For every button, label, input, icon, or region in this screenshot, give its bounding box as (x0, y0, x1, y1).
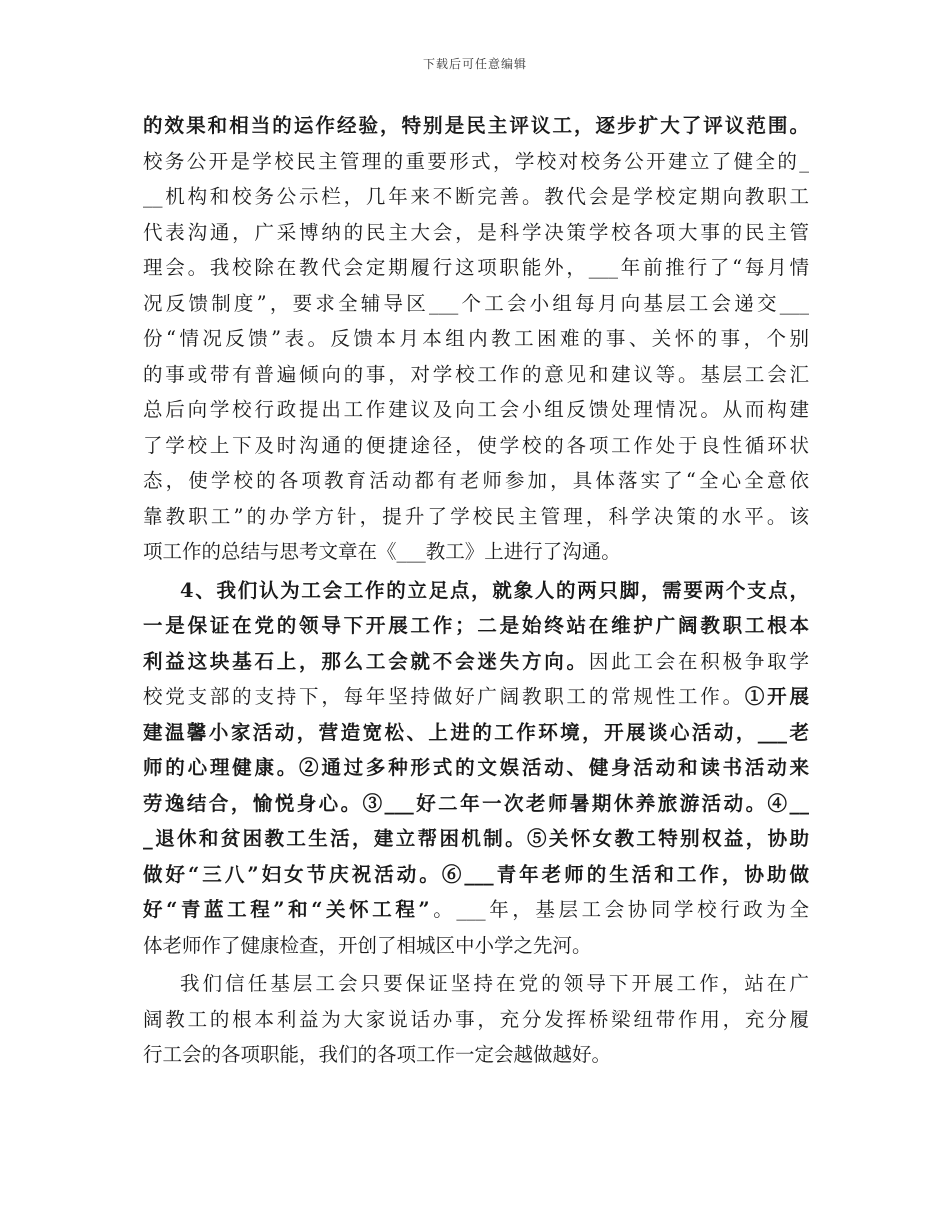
text-line (143, 679, 809, 715)
text-line (143, 573, 809, 609)
text-line (143, 608, 809, 644)
bold-text: ①开展 (744, 685, 809, 708)
text-line (143, 108, 809, 144)
body-text: 了学校上下及时沟通的便捷途径，使学校的各项工作处于良性循环状 (143, 433, 809, 457)
bold-text: 劳逸结合，愉悦身心。③___好二年一次老师暑期休养旅游活动。④__ (143, 791, 809, 815)
text-line (143, 428, 809, 464)
text-line (143, 786, 809, 822)
body-text: 校务公开是学校民主管理的重要形式，学校对校务公开建立了健全的_ (143, 149, 809, 173)
bold-text: 建温馨小家活动，营造宽松、上进的工作环境，开展谈心活动，___老 (143, 720, 809, 744)
body-text: 理会。我校除在教代会定期履行这项职能外，___年前推行了“每月情 (143, 256, 809, 279)
text-line (143, 966, 809, 1002)
bold-text: 利益这块基石上，那么工会就不会迷失方向。 (143, 649, 589, 673)
body-text: 的事或带有普遍倾向的事，对学校工作的意见和建议等。基层工会汇 (143, 362, 809, 386)
text-line (143, 821, 809, 857)
text-line (143, 1037, 809, 1073)
text-line (143, 215, 809, 251)
body-text: 份“情况反馈”表。反馈本月本组内教工困难的事、关怀的事，个别 (143, 327, 809, 350)
text-line (143, 644, 809, 680)
text-line (143, 534, 809, 570)
body-text: 阔教工的根本利益为大家说话办事，充分发挥桥梁纽带作用，充分履 (143, 1007, 809, 1031)
text-line (143, 321, 809, 357)
body-text: __机构和校务公示栏，几年来不断完善。教代会是学校定期向教职工 (143, 185, 809, 208)
paragraph-3 (143, 966, 809, 1073)
text-line (143, 715, 809, 751)
bold-text: 做好“三八”妇女节庆祝活动。⑥___青年老师的生活和工作，协助做 (143, 862, 809, 886)
text-line (143, 357, 809, 393)
text-line (143, 1002, 809, 1038)
text-line (143, 499, 809, 535)
body-text: 代表沟通，广采博纳的民主大会，是科学决策学校各项大事的民主管 (143, 220, 809, 244)
page-header: 下载后可任意编辑 (422, 57, 527, 71)
body-text: 行工会的各项职能，我们的各项工作一定会越做越好。 (143, 1043, 612, 1066)
text-line (143, 392, 809, 428)
text-line (143, 250, 809, 286)
body-text: 项工作的总结与思考文章在《___教工》上进行了沟通。 (143, 540, 621, 563)
body-text: 我们信任基层工会只要保证坚持在党的领导下开展工作，站在广 (180, 972, 809, 995)
text-line (143, 463, 809, 499)
paragraph-1 (143, 108, 809, 570)
paragraph-2 (143, 573, 809, 964)
text-line (143, 750, 809, 786)
body-text: 总后向学校行政提出工作建议及向工会小组反馈处理情况。从而构建 (143, 398, 809, 421)
bold-text: 师的心理健康。②通过多种形式的文娱活动、健身活动和读书活动来 (143, 756, 809, 779)
body-text: 况反馈制度”，要求全辅导区___个工会小组每月向基层工会递交___ (143, 291, 809, 315)
text-line (143, 144, 809, 180)
text-line (143, 179, 809, 215)
body-text: 因此工会在积极争取学 (588, 649, 809, 673)
body-text: 。___年，基层工会协同学校行政为全 (429, 898, 809, 921)
body-text: 靠教职工”的办学方针，提升了学校民主管理，科学决策的水平。该 (143, 504, 809, 528)
bold-text: 4、我们认为工会工作的立足点，就象人的两只脚，需要两个支点， (180, 578, 809, 602)
text-line (143, 857, 809, 893)
document-body (143, 108, 809, 1073)
bold-text: 一是保证在党的领导下开展工作；二是始终站在维护广阔教职工根本 (143, 614, 809, 637)
bold-text: 好“青蓝工程”和“关怀工程” (143, 898, 430, 921)
text-line (143, 286, 809, 322)
text-line (143, 928, 809, 964)
body-text: 体老师作了健康检查，开创了相城区中小学之先河。 (143, 933, 592, 957)
text-line (143, 892, 809, 928)
body-text: 态，使学校的各项教育活动都有老师参加，具体落实了“全心全意依 (143, 469, 809, 492)
bold-text: _退休和贫困教工生活，建立帮困机制。⑤关怀女教工特别权益，协助 (143, 827, 809, 850)
bold-text: 的效果和相当的运作经验，特别是民主评议工，逐步扩大了评议范围。 (143, 114, 809, 137)
body-text: 校党支部的支持下，每年坚持做好广阔教职工的常规性工作。 (143, 685, 745, 708)
